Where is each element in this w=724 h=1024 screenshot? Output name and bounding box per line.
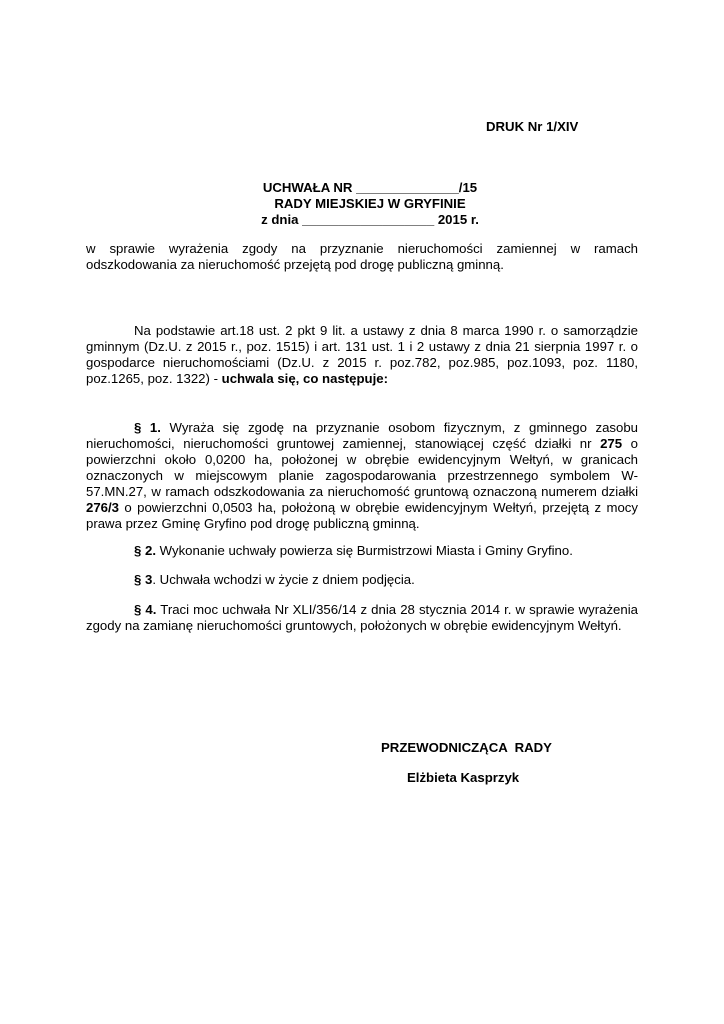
title-line-number: UCHWAŁA NR ______________/15 <box>262 180 478 195</box>
paragraph-1 <box>86 420 638 532</box>
paragraph-3-text: . Uchwała wchodzi w życie z dniem podjęcia. <box>152 572 415 587</box>
paragraph-3 <box>134 572 415 588</box>
paragraph-4 <box>86 602 638 634</box>
signature-name: Elżbieta Kasprzyk <box>407 770 520 785</box>
parcel-number-275: 275 <box>600 436 623 451</box>
paragraph-1-text-b: o powierzchni około 0,0200 ha, położonej w obrębie ewidencyjnym Wełtyń, w granicach oznaczonych w miejscowym planie zagospodarowania przestrzennego symbolem W-57.MN.27, w ramach odszkodowania za nieruchomość gruntową oznaczoną numerem działki <box>86 436 638 499</box>
paragraph-4-mark: § 4. <box>134 602 157 617</box>
paragraph-4-text: Traci moc uchwała Nr XLI/356/14 z dnia 28 stycznia 2014 r. w sprawie wyrażenia zgody na zamianę nieruchomości gruntowych, położonych w obrębie ewidencyjnym Wełtyń. <box>86 602 638 633</box>
paragraph-1-mark: § 1. <box>134 420 161 435</box>
title-line-date: z dnia __________________ 2015 r. <box>261 212 479 227</box>
resolution-subject: w sprawie wyrażenia zgody na przyznanie nieruchomości zamiennej w ramach odszkodowania za nieruchomość przejętą pod drogę publiczną gminną. <box>86 241 638 272</box>
paragraph-3-mark: § 3 <box>134 572 153 587</box>
legal-basis <box>86 323 638 387</box>
signature-role: PRZEWODNICZĄCA RADY <box>381 740 552 755</box>
legal-basis-conclusion: uchwala się, co następuje: <box>221 371 389 386</box>
parcel-number-276-3: 276/3 <box>86 500 120 515</box>
paragraph-2-mark: § 2. <box>134 543 156 558</box>
paragraph-1-text-c: o powierzchni 0,0503 ha, położoną w obrębie ewidencyjnym Wełtyń, przejętą z mocy prawa przez Gminę Gryfino pod drogę publiczną gminną. <box>86 500 638 531</box>
document-number: DRUK Nr 1/XIV <box>486 119 579 134</box>
legal-basis-text: Na podstawie art.18 ust. 2 pkt 9 lit. a ustawy z dnia 8 marca 1990 r. o samorządzie gminnym (Dz.U. z 2015 r., poz. 1515) i art. 131 ust. 1 i 2 ustawy z dnia 21 sierpnia 1997 r. o gospodarce nieruchomościami (Dz.U. z 2015 r. poz.782, poz.985, poz.1093, poz. 1180, poz.1265, poz. 1322) - <box>86 323 638 386</box>
paragraph-1-text-a: Wyraża się zgodę na przyznanie osobom fizycznym, z gminnego zasobu nieruchomości, nieruchomości gruntowej zamiennej, stanowiącej część działki nr <box>86 420 639 451</box>
paragraph-2 <box>134 543 573 559</box>
resolution-title <box>240 180 500 228</box>
title-line-council: RADY MIEJSKIEJ W GRYFINIE <box>274 196 466 211</box>
paragraph-2-text: Wykonanie uchwały powierza się Burmistrzowi Miasta i Gminy Gryfino. <box>156 543 573 558</box>
